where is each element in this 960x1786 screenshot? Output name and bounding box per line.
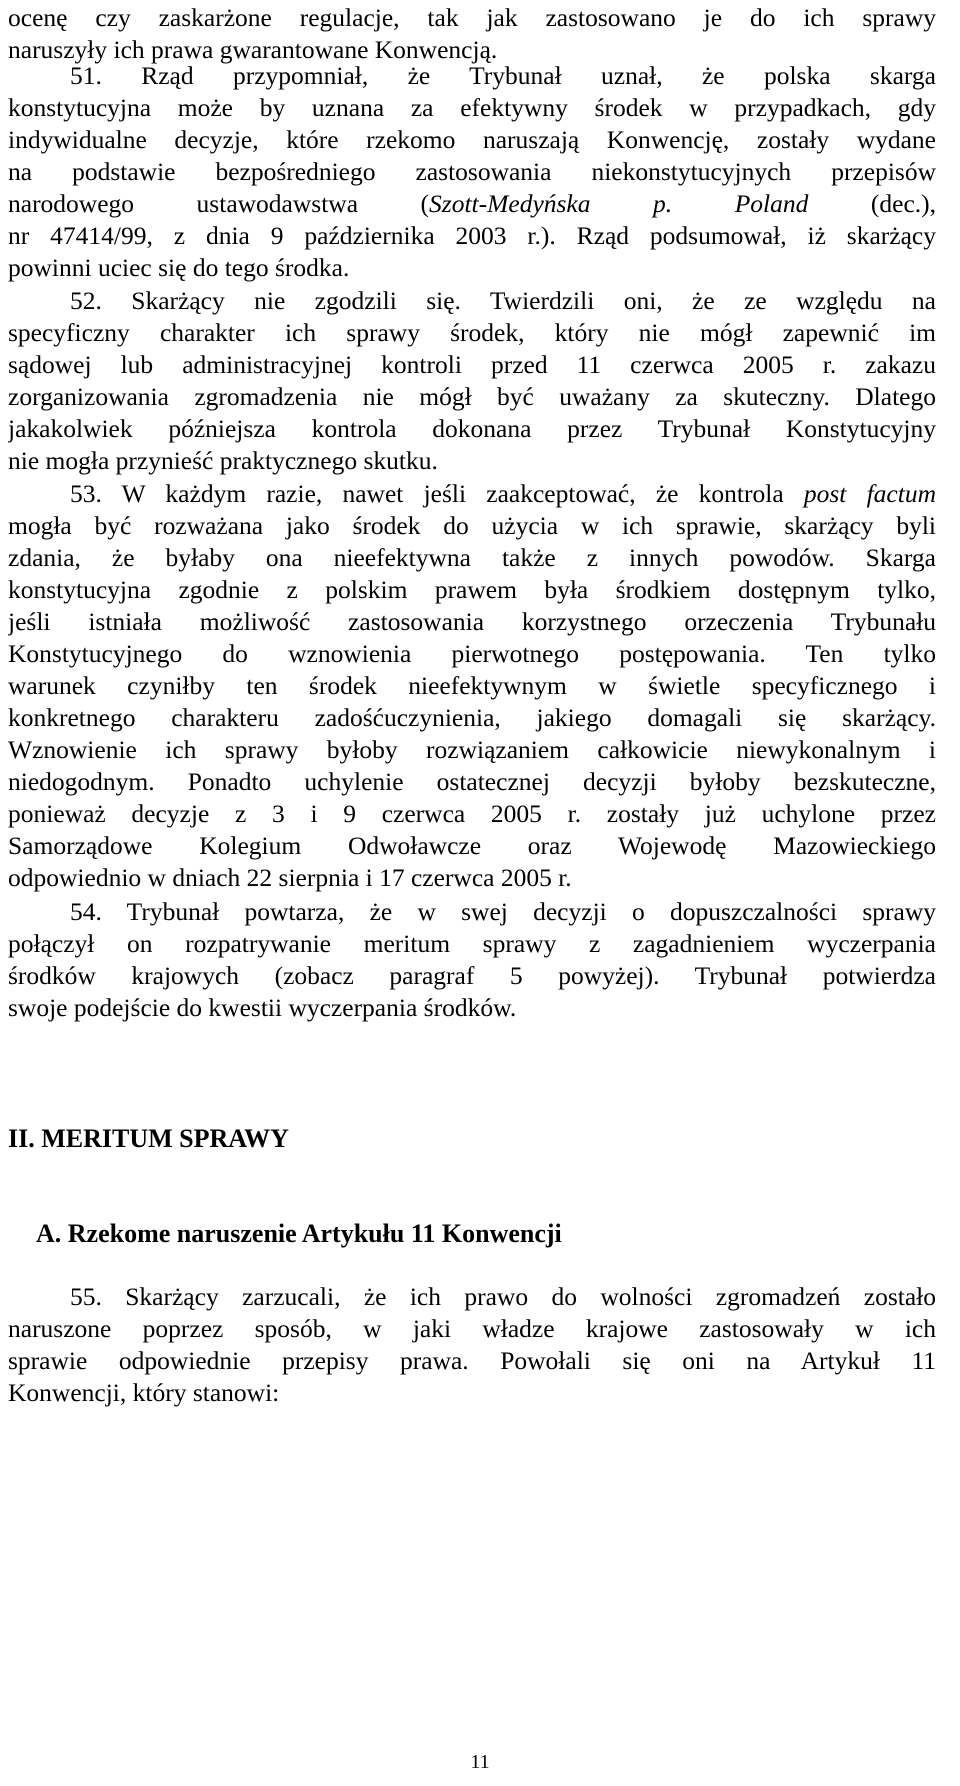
text-line: odpowiednio w dniach 22 sierpnia i 17 czerwca 2005 r. (8, 863, 572, 892)
text-line: konkretnego charakteru zadośćuczynienia, jakiego domagali się skarżący. (8, 703, 936, 732)
paragraph-52 (8, 285, 936, 477)
text-line: ponieważ decyzje z 3 i 9 czerwca 2005 r. zostały już uchylone przez (8, 799, 936, 828)
text-line: indywidualne decyzje, które rzekomo naruszają Konwencję, zostały wydane (8, 125, 936, 154)
text-line: Konwencji, który stanowi: (8, 1378, 280, 1407)
text-line: 52. Skarżący nie zgodzili się. Twierdzili oni, że ze względu na (70, 286, 936, 315)
text-line-case-citation: narodowego ustawodawstwa (Szott-Medyńska p. Poland (dec.), (8, 189, 936, 218)
text-line: Samorządowe Kolegium Odwoławcze oraz Wojewodę Mazowieckiego (8, 831, 936, 860)
text-line: połączył on rozpatrywanie meritum sprawy z zagadnieniem wyczerpania (8, 929, 936, 958)
text-line: sprawie odpowiednie przepisy prawa. Powołali się oni na Artykuł 11 (8, 1346, 936, 1375)
text-line: 51. Rząd przypomniał, że Trybunał uznał, że polska skarga (70, 61, 936, 90)
text-line: niedogodnym. Ponadto uchylenie ostatecznej decyzji byłoby bezskuteczne, (8, 767, 936, 796)
text-line-post-factum: 53. W każdym razie, nawet jeśli zaakceptować, że kontrola post factum (70, 479, 936, 508)
subsection-heading: A. Rzekome naruszenie Artykułu 11 Konwencji (36, 1219, 562, 1248)
text-line: zdania, że byłaby ona nieefektywna także z innych powodów. Skarga (8, 543, 936, 572)
text-line: mogła być rozważana jako środek do użycia w ich sprawie, skarżący byli (8, 511, 936, 540)
text-line: 54. Trybunał powtarza, że w swej decyzji o dopuszczalności sprawy (70, 897, 936, 926)
paragraph-54 (8, 896, 936, 1024)
section-heading: II. MERITUM SPRAWY (8, 1124, 289, 1153)
text-line: specyficzny charakter ich sprawy środek, który nie mógł zapewnić im (8, 318, 936, 347)
text-line: naruszyły ich prawa gwarantowane Konwencją. (8, 35, 498, 64)
text-line: powinni uciec się do tego środka. (8, 253, 350, 282)
paragraph-53 (8, 478, 936, 894)
text-line: Wznowienie ich sprawy byłoby rozwiązaniem całkowicie niewykonalnym i (8, 735, 936, 764)
paragraph-51 (8, 60, 936, 284)
text-line: jeśli istniała możliwość zastosowania korzystnego orzeczenia Trybunału (8, 607, 936, 636)
text-line: nr 47414/99, z dnia 9 października 2003 r.). Rząd podsumował, iż skarżący (8, 221, 936, 250)
text-line: konstytucyjna może by uznana za efektywny środek w przypadkach, gdy (8, 93, 936, 122)
text-line: swoje podejście do kwestii wyczerpania środków. (8, 993, 517, 1022)
text-line: 55. Skarżący zarzucali, że ich prawo do wolności zgromadzeń zostało (70, 1282, 936, 1311)
text-line: nie mogła przynieść praktycznego skutku. (8, 446, 438, 475)
text-line: konstytucyjna zgodnie z polskim prawem była środkiem dostępnym tylko, (8, 575, 936, 604)
latin-term-italic: post factum (803, 479, 936, 508)
text-line: zorganizowania zgromadzenia nie mógł być uważany za skuteczny. Dlatego (8, 382, 936, 411)
paragraph-continuation (8, 2, 936, 66)
text-line: naruszone poprzez sposób, w jaki władze krajowe zastosowały w ich (8, 1314, 936, 1343)
case-name-italic: Szott-Medyńska (429, 189, 591, 218)
text-line: jakakolwiek późniejsza kontrola dokonana przez Trybunał Konstytucyjny (8, 414, 936, 443)
text-line: warunek czyniłby ten środek nieefektywnym w świetle specyficznego i (8, 671, 936, 700)
text-line: środków krajowych (zobacz paragraf 5 powyżej). Trybunał potwierdza (8, 961, 936, 990)
page-number: 11 (470, 1751, 490, 1773)
case-party-italic: p. Poland (653, 189, 809, 218)
paragraph-55 (8, 1281, 936, 1409)
text-line: sądowej lub administracyjnej kontroli przed 11 czerwca 2005 r. zakazu (8, 350, 936, 379)
text-line: ocenę czy zaskarżone regulacje, tak jak zastosowano je do ich sprawy (8, 3, 936, 32)
text-line: na podstawie bezpośredniego zastosowania niekonstytucyjnych przepisów (8, 157, 936, 186)
text-line: Konstytucyjnego do wznowienia pierwotnego postępowania. Ten tylko (8, 639, 936, 668)
